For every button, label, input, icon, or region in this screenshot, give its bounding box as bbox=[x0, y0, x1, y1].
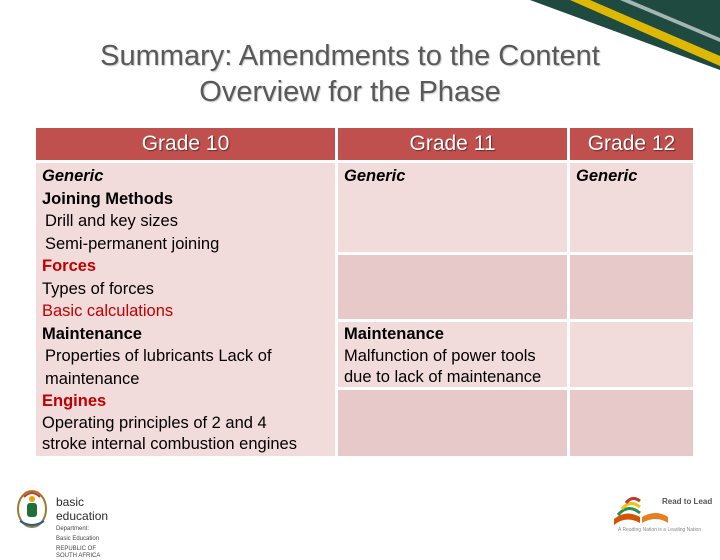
grade-11-row-3 bbox=[338, 322, 567, 387]
basic-education-logo bbox=[12, 487, 109, 559]
g10-engines: Engines bbox=[42, 392, 107, 410]
grade-12-row-4 bbox=[570, 390, 693, 456]
dept-line-1: Department: bbox=[56, 526, 90, 532]
g10-joining-methods: Joining Methods bbox=[42, 189, 174, 208]
grade-11-row-2 bbox=[338, 255, 567, 319]
g11-maintenance: Maintenance bbox=[344, 325, 444, 343]
slide-title bbox=[40, 38, 660, 110]
g10-generic: Generic bbox=[42, 167, 104, 185]
grade-10-cell bbox=[36, 163, 335, 456]
dept-line-2: Basic Education bbox=[56, 536, 100, 542]
g10-lubricants-2: maintenance bbox=[45, 369, 140, 388]
rtl-title: Read to Lead bbox=[662, 497, 713, 506]
title-line-2: Overview for the Phase bbox=[199, 76, 501, 108]
rtl-tagline: A Reading Nation is a Leading Nation bbox=[618, 527, 702, 533]
g11-malfunction-2: due to lack of maintenance bbox=[344, 368, 542, 386]
header-grade-11: Grade 11 bbox=[338, 128, 567, 160]
grade-12-row-1 bbox=[570, 163, 693, 252]
g10-types-of-forces: Types of forces bbox=[42, 279, 154, 298]
g10-basic-calculations: Basic calculations bbox=[42, 302, 174, 320]
header-grade-10: Grade 10 bbox=[36, 128, 335, 160]
g10-lubricants-1: Properties of lubricants Lack of bbox=[45, 347, 272, 365]
g10-semi-permanent: Semi-permanent joining bbox=[45, 234, 220, 253]
header-grade-12: Grade 12 bbox=[570, 128, 693, 160]
coat-of-arms-icon bbox=[12, 487, 52, 531]
grade-11-row-1 bbox=[338, 163, 567, 252]
g11-malfunction-1: Malfunction of power tools bbox=[344, 346, 536, 365]
g10-maintenance: Maintenance bbox=[42, 324, 142, 343]
grade-12-row-2 bbox=[570, 255, 693, 319]
g10-engines-2: stroke internal combustion engines bbox=[42, 434, 297, 453]
g10-forces: Forces bbox=[42, 257, 97, 275]
g10-drill: Drill and key sizes bbox=[45, 212, 178, 230]
grade-11-row-4 bbox=[338, 390, 567, 456]
title-line-1: Summary: Amendments to the Content bbox=[100, 40, 600, 72]
g10-engines-1: Operating principles of 2 and 4 bbox=[42, 413, 267, 432]
dept-line-3: REPUBLIC OF SOUTH AFRICA bbox=[56, 546, 101, 559]
g11-generic: Generic bbox=[344, 167, 406, 185]
book-icon bbox=[612, 487, 672, 527]
read-to-lead-logo bbox=[612, 487, 716, 535]
g12-generic: Generic bbox=[576, 167, 638, 185]
dept-name: basic education bbox=[56, 495, 109, 523]
grade-12-row-3 bbox=[570, 322, 693, 387]
